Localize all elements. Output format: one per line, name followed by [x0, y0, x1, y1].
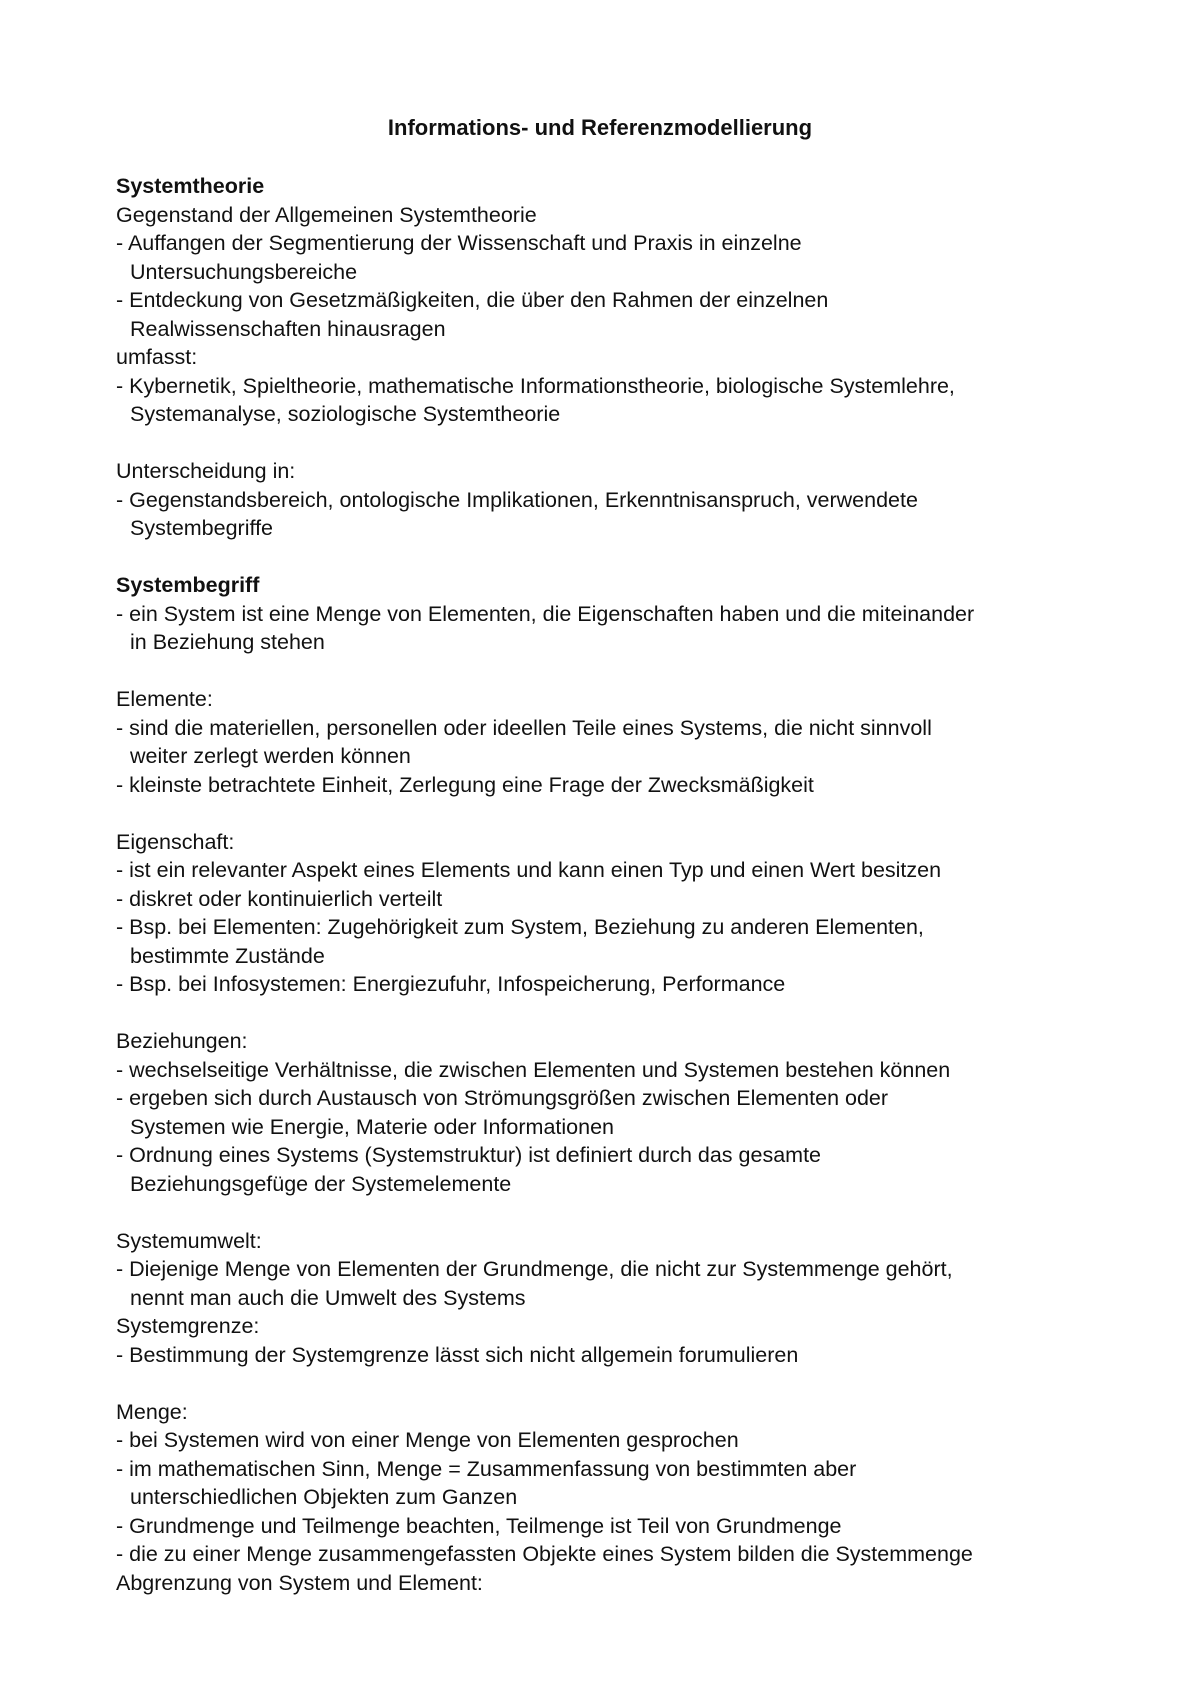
text-line: umfasst:: [116, 345, 198, 369]
text-line: Menge:: [116, 1399, 188, 1424]
text-line: - Ordnung eines Systems (Systemstruktur) ist definiert durch das gesamte: [116, 1143, 821, 1167]
text-line: Systemgrenze:: [116, 1314, 260, 1338]
text-line: - ist ein relevanter Aspekt eines Elements und kann einen Typ und einen Wert besitzen: [116, 858, 942, 882]
text-line: - Auffangen der Segmentierung der Wissenschaft und Praxis in einzelne: [116, 231, 802, 255]
text-line: - die zu einer Menge zusammengefassten Objekte eines System bilden die Systemmenge: [116, 1542, 973, 1566]
text-line: Systemumwelt:: [116, 1228, 262, 1253]
continuation-line: Systemanalyse, soziologische Systemtheorie: [130, 402, 561, 426]
continuation-line: Systemen wie Energie, Materie oder Informationen: [130, 1114, 614, 1139]
text-line: - ein System ist eine Menge von Elementen, die Eigenschaften haben und die miteinander: [116, 601, 975, 626]
text-line: - ergeben sich durch Austausch von Strömungsgrößen zwischen Elementen oder: [116, 1086, 889, 1110]
text-line: - bei Systemen wird von einer Menge von Elementen gesprochen: [116, 1428, 739, 1452]
text-line: - Entdeckung von Gesetzmäßigkeiten, die über den Rahmen der einzelnen: [116, 288, 829, 312]
document-title: Informations- und Referenzmodellierung: [387, 115, 813, 140]
text-line: Beziehungen:: [116, 1029, 248, 1053]
text-line: Unterscheidung in:: [116, 459, 296, 483]
paragraph-spacer: [116, 1369, 1116, 1398]
text-line: - im mathematischen Sinn, Menge = Zusammenfassung von bestimmten aber: [116, 1456, 857, 1481]
text-line: - Grundmenge und Teilmenge beachten, Teilmenge ist Teil von Grundmenge: [116, 1513, 842, 1538]
paragraph-spacer: [116, 429, 1116, 458]
paragraph-spacer: [116, 657, 1116, 686]
continuation-line: weiter zerlegt werden können: [130, 744, 411, 768]
text-line: - kleinste betrachtete Einheit, Zerlegung eine Frage der Zwecksmäßigkeit: [116, 772, 814, 797]
text-line: - Kybernetik, Spieltheorie, mathematische Informationstheorie, biologische Systemlehre,: [116, 373, 955, 398]
paragraph-spacer: [116, 999, 1116, 1028]
continuation-line: Systembegriffe: [130, 516, 274, 540]
text-line: Eigenschaft:: [116, 829, 235, 854]
text-line: - wechselseitige Verhältnisse, die zwischen Elementen und Systemen bestehen können: [116, 1057, 951, 1082]
paragraph-spacer: [116, 543, 1116, 572]
continuation-line: Untersuchungsbereiche: [130, 259, 358, 284]
section-heading: Systemtheorie: [116, 174, 265, 198]
continuation-line: nennt man auch die Umwelt des Systems: [130, 1285, 526, 1310]
text-line: - Bsp. bei Infosystemen: Energiezufuhr, Infospeicherung, Performance: [116, 972, 786, 996]
continuation-line: unterschiedlichen Objekten zum Ganzen: [130, 1485, 518, 1509]
continuation-line: bestimmte Zustände: [130, 943, 325, 968]
continuation-line: Realwissenschaften hinausragen: [130, 316, 446, 341]
text-line: Abgrenzung von System und Element:: [116, 1570, 483, 1595]
continuation-line: in Beziehung stehen: [130, 630, 325, 654]
text-line: - Bestimmung der Systemgrenze lässt sich nicht allgemein forumulieren: [116, 1342, 799, 1367]
paragraph-spacer: [116, 1198, 1116, 1227]
paragraph-spacer: [116, 799, 1116, 828]
text-line: - Bsp. bei Elementen: Zugehörigkeit zum System, Beziehung zu anderen Elementen,: [116, 915, 924, 939]
text-line: Elemente:: [116, 687, 213, 711]
text-line: - sind die materiellen, personellen oder ideellen Teile eines Systems, die nicht sinnvoll: [116, 715, 932, 740]
document-body: [116, 172, 1116, 1597]
text-line: Gegenstand der Allgemeinen Systemtheorie: [116, 202, 537, 227]
text-line: - diskret oder kontinuierlich verteilt: [116, 886, 443, 911]
continuation-line: Beziehungsgefüge der Systemelemente: [130, 1171, 512, 1196]
text-line: - Diejenige Menge von Elementen der Grundmenge, die nicht zur Systemmenge gehört,: [116, 1257, 953, 1281]
text-line: - Gegenstandsbereich, ontologische Implikationen, Erkenntnisanspruch, verwendete: [116, 487, 918, 512]
section-heading: Systembegriff: [116, 573, 260, 597]
